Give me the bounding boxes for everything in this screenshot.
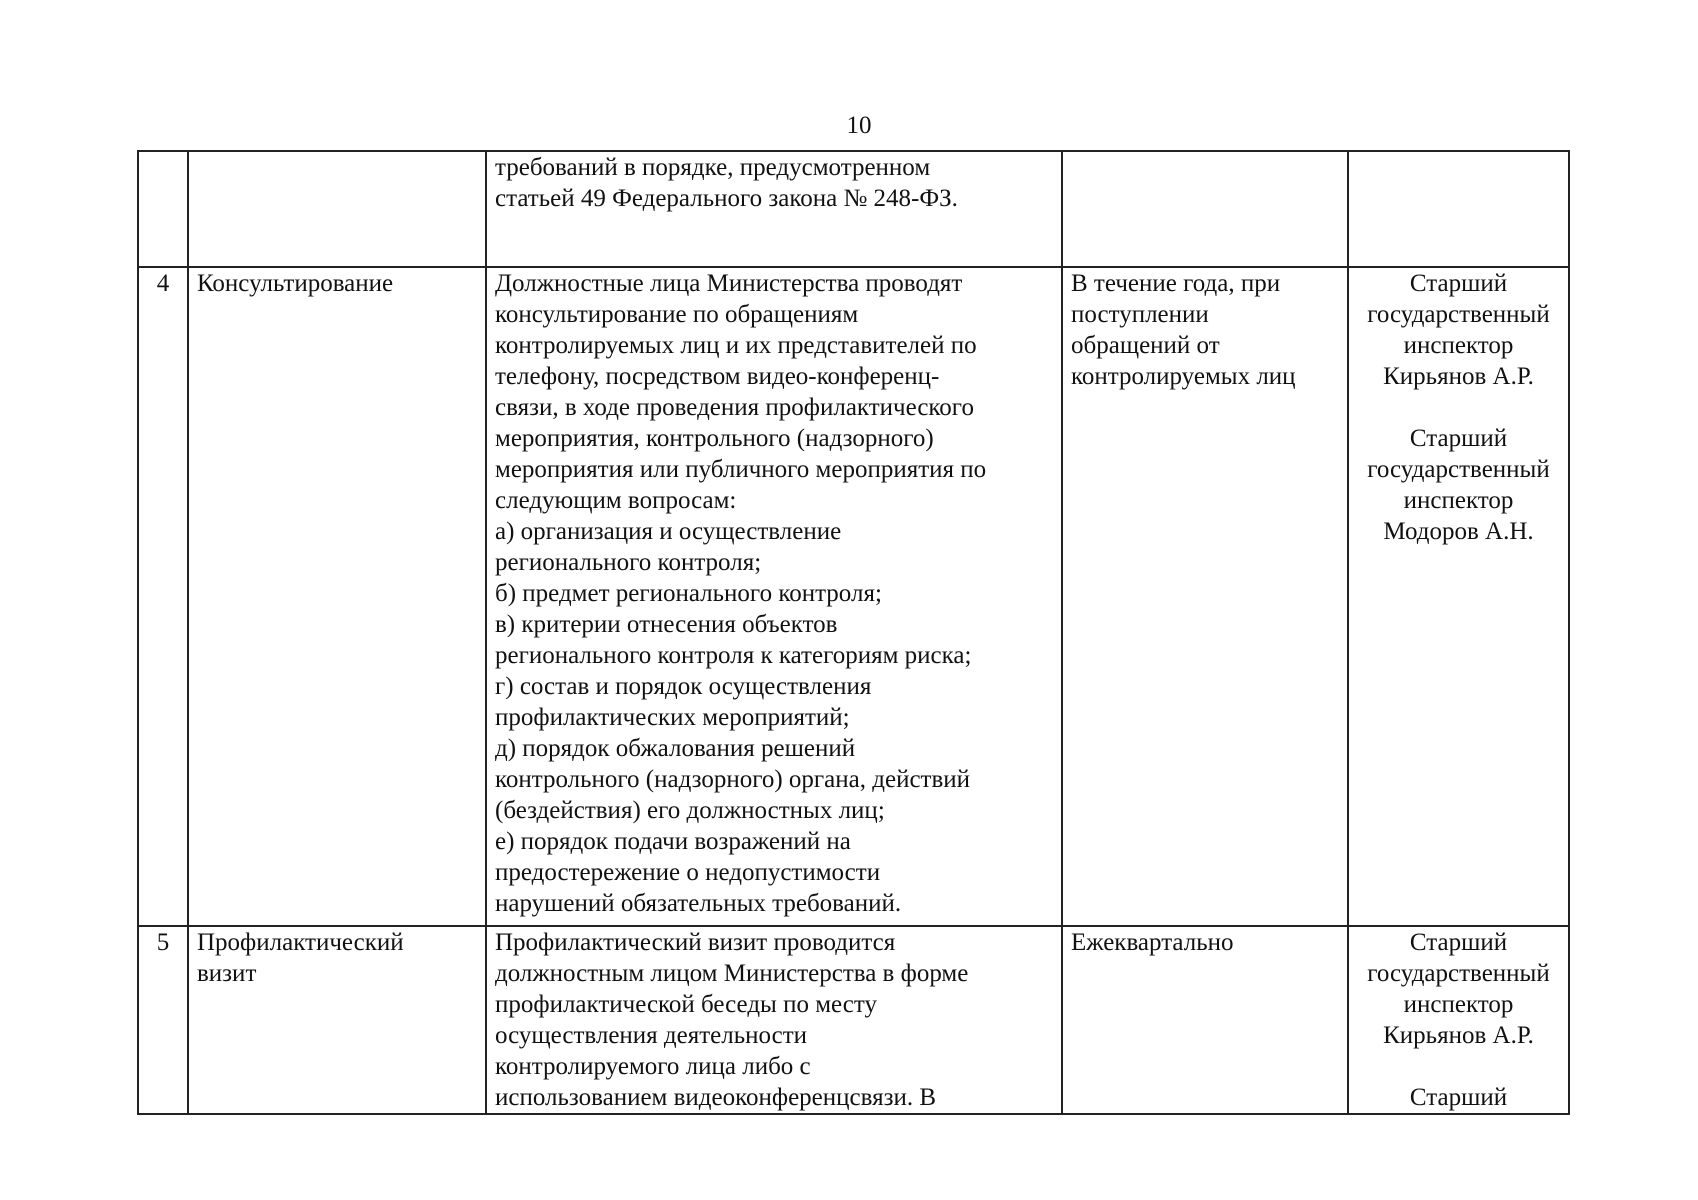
description-line: профилактических мероприятий; (495, 704, 850, 731)
description-line: а) организация и осуществление (495, 518, 842, 545)
description-line: д) порядок обжалования решений (495, 735, 856, 762)
description-line: контрольного (надзорного) органа, действий (495, 766, 971, 793)
table-row (138, 151, 1569, 267)
period-cell (1062, 926, 1348, 1114)
spacer (1357, 1051, 1560, 1082)
description-line: регионального контроля; (495, 549, 762, 576)
description-line: контролируемого лица либо с (495, 1053, 811, 1080)
measures-table (137, 150, 1570, 1115)
measure-description-cell (486, 151, 1062, 267)
description-line: (бездействия) его должностных лиц; (495, 797, 885, 824)
period-cell (1062, 151, 1348, 267)
measure-name-cell (188, 267, 486, 926)
responsible-line: Кирьянов А.Р. (1383, 1022, 1534, 1049)
responsible-line: Модоров А.Н. (1383, 518, 1534, 545)
responsible-line: инспектор (1403, 487, 1514, 514)
row-number-cell: 5 (138, 926, 188, 1114)
description-line: следующим вопросам: (495, 487, 737, 514)
period-line: Ежеквартально (1071, 929, 1234, 956)
description-line: использованием видеоконференцсвязи. В (495, 1084, 937, 1111)
responsible-line: Старший (1409, 929, 1508, 956)
measure-name-line: Консультирование (197, 270, 394, 297)
row-number-cell: 4 (138, 267, 188, 926)
description-line: нарушений обязательных требований. (495, 890, 902, 917)
description-line: в) критерии отнесения объектов (495, 611, 838, 638)
description-line: б) предмет регионального контроля; (495, 580, 882, 607)
table-row (138, 926, 1569, 1114)
responsible-cell (1348, 151, 1569, 267)
description-line: предостережение о недопустимости (495, 859, 881, 886)
description-line: контролируемых лиц и их представителей по (495, 332, 977, 359)
period-line: обращений от (1071, 332, 1220, 359)
description-line: Профилактический визит проводится (495, 929, 896, 956)
description-line: Должностные лица Министерства проводят (495, 270, 963, 297)
responsible-line: Кирьянов А.Р. (1383, 363, 1534, 390)
responsible-line: инспектор (1403, 332, 1514, 359)
description-line: статьей 49 Федерального закона № 248-ФЗ. (495, 185, 958, 212)
description-line: е) порядок подачи возражений на (495, 828, 851, 855)
responsible-line: государственный (1367, 456, 1550, 483)
responsible-line: Старший (1409, 1084, 1508, 1111)
period-cell (1062, 267, 1348, 926)
description-line: профилактической беседы по месту (495, 991, 877, 1018)
measure-description-cell (486, 267, 1062, 926)
measure-name-cell (188, 151, 486, 267)
description-line: требований в порядке, предусмотренном (495, 154, 931, 181)
responsible-line: инспектор (1403, 991, 1514, 1018)
responsible-line: государственный (1367, 301, 1550, 328)
page-number: 10 (846, 112, 872, 139)
responsible-cell (1348, 926, 1569, 1114)
measure-name-line: Профилактический (197, 929, 404, 956)
description-line: осуществления деятельности (495, 1022, 808, 1049)
spacer (1357, 392, 1560, 423)
description-line: телефону, посредством видео-конференц- (495, 363, 940, 390)
responsible-line: Старший (1409, 270, 1508, 297)
measure-description-cell (486, 926, 1062, 1114)
row-number-cell (138, 151, 188, 267)
description-line: регионального контроля к категориям риска; (495, 642, 972, 669)
responsible-line: Старший (1409, 425, 1508, 452)
description-line: должностным лицом Министерства в форме (495, 960, 969, 987)
measure-name-line: визит (197, 960, 257, 987)
responsible-cell (1348, 267, 1569, 926)
table-row (138, 267, 1569, 926)
description-line: г) состав и порядок осуществления (495, 673, 872, 700)
responsible-line: государственный (1367, 960, 1550, 987)
measure-name-cell (188, 926, 486, 1114)
description-line: консультирование по обращениям (495, 301, 859, 328)
description-line: мероприятия, контрольного (надзорного) (495, 425, 934, 452)
period-line: В течение года, при (1071, 270, 1281, 297)
period-line: контролируемых лиц (1071, 363, 1296, 390)
description-line: мероприятия или публичного мероприятия по (495, 456, 987, 483)
description-line: связи, в ходе проведения профилактического (495, 394, 974, 421)
period-line: поступлении (1071, 301, 1209, 328)
